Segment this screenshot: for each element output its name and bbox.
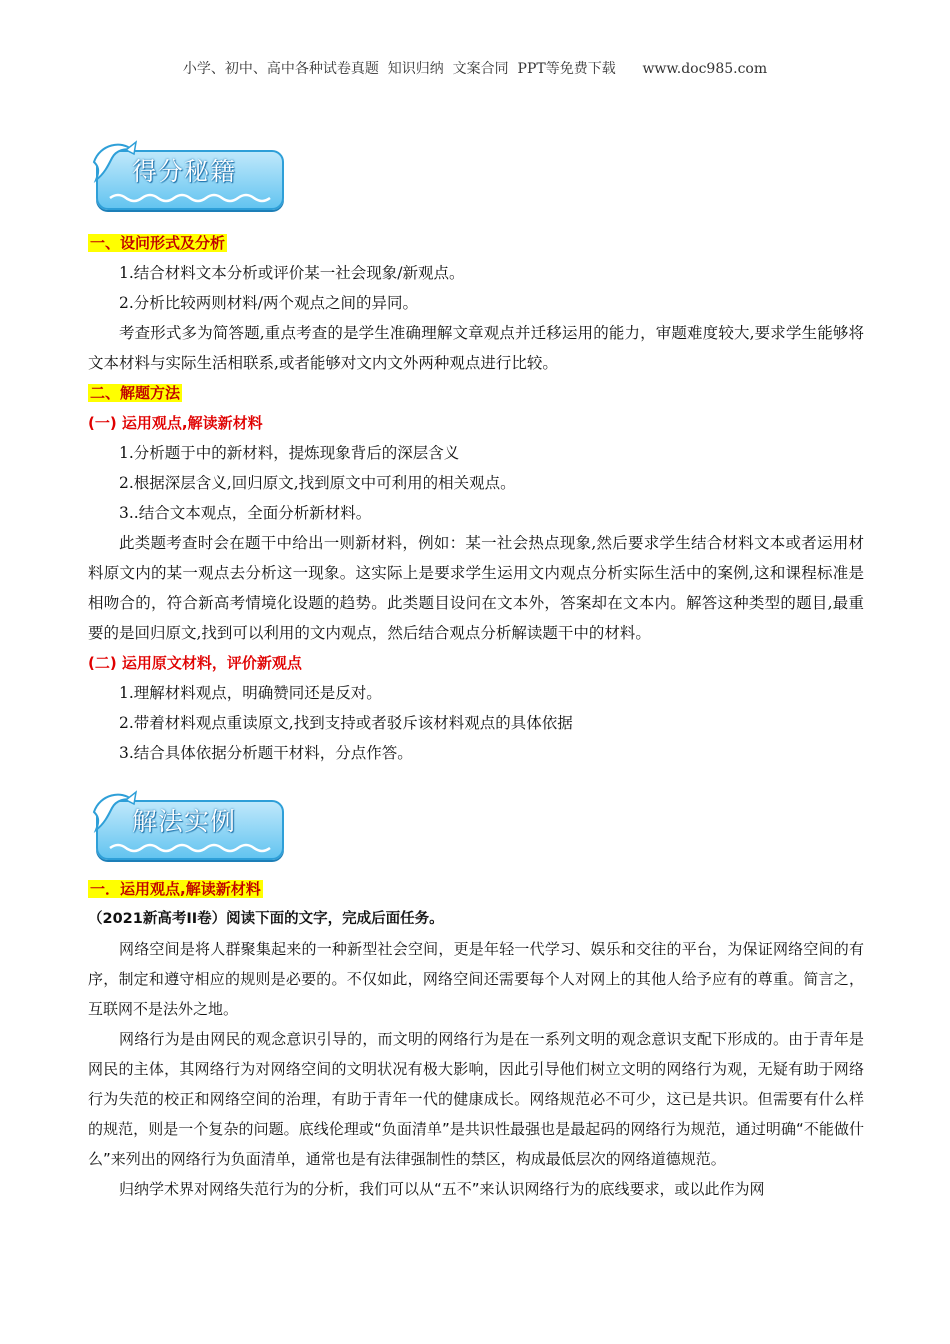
page-header [0, 58, 950, 78]
subsection-heading: (一) 运用观点,解读新材料 [88, 414, 263, 432]
paragraph: 考查形式多为简答题,重点考查的是学生准确理解文章观点并迁移运用的能力，审题难度较大,要求学生能够将文本材料与实际生活相联系,或者能够对文内文外两种观点进行比较。 [88, 324, 864, 372]
content-part1 [88, 228, 864, 768]
list-item: 1.结合材料文本分析或评价某一社会现象/新观点。 [119, 264, 465, 282]
section-heading: 一、设问形式及分析 [90, 234, 226, 252]
section-heading: 二、解题方法 [90, 384, 181, 402]
paragraph: 网络行为是由网民的观念意识引导的，而文明的网络行为是在一系列文明的观念意识支配下形成的。由于青年是网民的主体，其网络行为对网络空间的文明状况有极大影响，因此引导他们树立文明的网络行为观，无疑有助于网络行为失范的校正和网络空间的治理，有助于青年一代的健康成长。网络规范必不可少，这已是共识。但需要有什么样的规范，则是一个复杂的问题。底线伦理或“负面清单”是共识性最强也是最起码的网络行为规范，通过明确“不能做什么”来列出的网络行为负面清单，通常也是有法律强制性的禁区，构成最低层次的网络道德规范。 [88, 1030, 864, 1168]
paragraph: 网络空间是将人群聚集起来的一种新型社会空间，更是年轻一代学习、娱乐和交往的平台，为保证网络空间的有序，制定和遵守相应的规则是必要的。不仅如此，网络空间还需要每个人对网上的其他人给予应有的尊重。简言之，互联网不是法外之地。 [88, 940, 864, 1018]
list-item: 1.分析题于中的新材料，提炼现象背后的深层含义 [119, 444, 460, 462]
question-source: （2021新高考II卷）阅读下面的文字，完成后面任务。 [88, 911, 444, 927]
banner-label: 得分秘籍 [132, 157, 237, 186]
header-url: www.doc985.com [642, 61, 768, 77]
banner-scoring-tips [86, 140, 286, 220]
list-item: 2.根据深层含义,回归原文,找到原文中可利用的相关观点。 [119, 474, 516, 492]
banner-label: 解法实例 [132, 807, 237, 836]
paragraph: 归纳学术界对网络失范行为的分析，我们可以从“五不”来认识网络行为的底线要求，或以此作为网 [119, 1180, 765, 1198]
list-item: 3.结合具体依据分析题干材料，分点作答。 [119, 744, 413, 762]
section-heading: 一．运用观点,解读新材料 [90, 880, 261, 898]
list-item: 2.分析比较两则材料/两个观点之间的异同。 [119, 294, 419, 312]
subsection-heading: (二) 运用原文材料，评价新观点 [88, 654, 302, 672]
header-text: 小学、初中、高中各种试卷真题 知识归纳 文案合同 PPT等免费下载 [182, 61, 616, 77]
list-item: 3..结合文本观点，全面分析新材料。 [119, 504, 372, 522]
list-item: 1.理解材料观点，明确赞同还是反对。 [119, 684, 382, 702]
banner-solution-examples [86, 790, 286, 870]
paragraph: 此类题考查时会在题干中给出一则新材料，例如：某一社会热点现象,然后要求学生结合材料文本或者运用材料原文内的某一观点去分析这一现象。这实际上是要求学生运用文内观点分析实际生活中的案例,这和课程标准是相吻合的，符合新高考情境化设题的趋势。此类题目设问在文本外，答案却在文本内。解答这种类型的题目,最重要的是回归原文,找到可以利用的文内观点，然后结合观点分析解读题干中的材料。 [88, 534, 864, 642]
content-part2 [88, 874, 864, 1204]
list-item: 2.带着材料观点重读原文,找到支持或者驳斥该材料观点的具体依据 [119, 714, 573, 732]
